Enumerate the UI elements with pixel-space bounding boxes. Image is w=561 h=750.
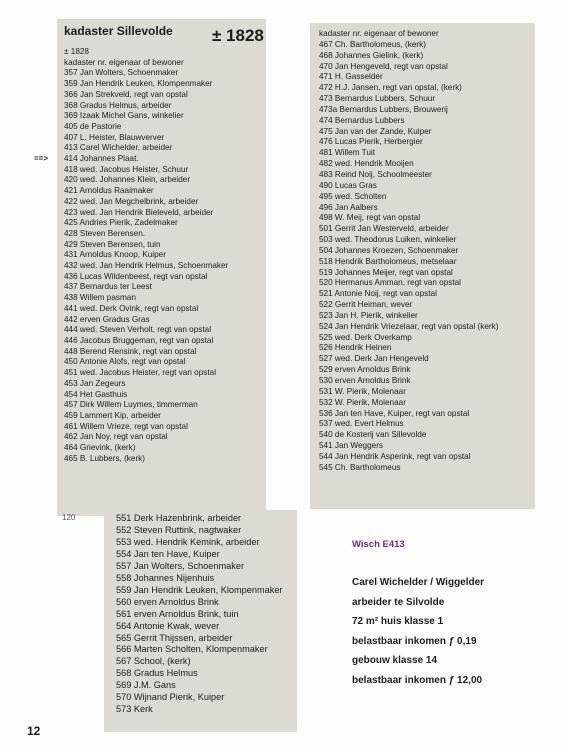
register-entry: 482 wed. Hendrik Mooijen — [319, 159, 414, 169]
register-entry: 421 Arnoldus Raaimaker — [64, 186, 154, 196]
register-entry: 565 Gerrit Thijssen, arbeider — [116, 632, 233, 643]
register-entry: 561 erven Arnoldus Brink, tuin — [116, 608, 239, 619]
register-entry: 454 Het Gasthuis — [64, 389, 128, 399]
register-entry: 545 Ch. Bartholomeus — [319, 462, 401, 472]
register-entry: 459 Lammert Kip, arbeider — [64, 410, 161, 420]
register-entry: 529 erven Arnoldus Brink — [319, 365, 411, 375]
register-entry: 553 wed. Hendrik Kemink, arbeider — [116, 536, 260, 547]
register-entry: 471 H. Gasselder — [319, 72, 383, 82]
register-entry: 461 Willem Vrieze, regt van opstal — [64, 421, 188, 431]
register-entry: 468 Johannes Gielink, (kerk) — [319, 50, 424, 60]
register-entry: 467 Ch. Bartholomeus, (kerk) — [319, 39, 426, 49]
register-entry: 432 wed. Jan Hendrik Helmus, Schoenmaker — [64, 261, 229, 271]
info-line: gebouw klasse 14 — [352, 655, 438, 666]
register-entry: 448 Berend Rensink, regt van opstal — [64, 346, 197, 356]
register-entry: 519 Johannes Meijer, regt van opstal — [319, 267, 453, 277]
register-entry: 366 Jan Strekveld, regt van opstal — [64, 89, 188, 99]
register-entry: 501 Gerrit Jan Westerveld, arbeider — [319, 224, 449, 234]
register-entry: 537 wed. Evert Helmus — [319, 419, 404, 429]
register-entry: 425 Andries Pierik, Zadelmaker — [64, 218, 178, 228]
register-entry: 473a Bernardus Lubbers, Brouwerij — [319, 104, 448, 114]
register-entry: 540 de Kosterij van Sillevolde — [319, 430, 427, 440]
register-entry: 524 Jan Hendrik Vriezelaar, regt van opstal (kerk) — [319, 321, 499, 331]
bottom-register-list — [116, 513, 283, 716]
register-entry: 567 School, (kerk) — [116, 656, 191, 667]
marker-arrow: ==> — [34, 154, 49, 163]
register-entry: 436 Lucas Wildenbeest, regt van opstal — [64, 271, 208, 281]
register-entry: 444 wed. Steven Verholt, regt van opstal — [64, 325, 212, 335]
register-entry: 490 Lucas Gras — [319, 180, 377, 190]
register-entry: 522 Gerrit Heiman, wever — [319, 300, 413, 310]
register-entry: 566 Marten Scholten, Klompenmaker — [116, 644, 268, 655]
register-entry: 431 Arnoldus Knoop, Kuiper — [64, 250, 166, 260]
info-line: belastbaar inkomen ƒ 12,00 — [352, 674, 483, 686]
register-entry: 429 Steven Berensen, tuin — [64, 239, 161, 249]
register-entry: 523 Jan H. Pierik, winkelier — [319, 310, 418, 320]
register-entry: 453 Jan Zegeurs — [64, 378, 126, 388]
register-entry: 446 Jacobus Bruggeman, regt van opstal — [64, 335, 214, 345]
right-register-list — [319, 29, 498, 474]
register-entry: 554 Jan ten Have, Kuiper — [116, 548, 220, 559]
register-entry: 462 Jan Noy, regt van opstal — [64, 432, 168, 442]
register-entry: 573 Kerk — [116, 704, 153, 715]
register-entry: 564 Antonie Kwak, wever — [116, 620, 220, 631]
register-entry: 368 Gradus Helmus, arbeider — [64, 100, 172, 110]
register-entry: 525 wed. Derk Overkamp — [319, 332, 412, 342]
register-entry: 475 Jan van der Zande, Kuiper — [319, 126, 432, 136]
register-entry: 423 wed. Jan Hendrik Bieleveld, arbeider — [64, 207, 214, 217]
register-entry: 557 Jan Wolters, Schoenmaker — [116, 560, 245, 571]
register-entry: 450 Antonie Alofs, regt van opstal — [64, 357, 186, 367]
register-entry: 552 Steven Ruttink, nagtwaker — [116, 524, 242, 535]
register-entry: 498 W. Meij, regt van opstal — [319, 213, 421, 223]
register-entry: 518 Hendrik Bartholomeus, metselaar — [319, 256, 457, 266]
register-entry: 438 Willem pasman — [64, 293, 136, 303]
register-entry: 558 Johannes Nijenhuis — [116, 572, 215, 583]
register-entry: kadaster nr. eigenaar of bewoner — [64, 57, 184, 67]
register-entry: 369 Izaak Michel Gans, winkelier — [64, 111, 184, 121]
register-entry: 422 wed. Jan Megchelbrink, arbeider — [64, 196, 199, 206]
register-entry: 570 Wijnand Pierik, Kuiper — [116, 692, 225, 703]
info-block — [352, 573, 484, 690]
info-line: Carel Wichelder / Wiggelder — [352, 577, 485, 588]
register-entry: 418 wed. Jacobus Heister, Schuur — [64, 164, 189, 174]
register-entry: 520 Hermanus Amman, regt van opstal — [319, 278, 461, 288]
register-entry: 568 Gradus Helmus — [116, 668, 198, 679]
register-entry: 476 Lucas Pierik, Herbergier — [319, 137, 423, 147]
register-entry: 473 Bernardus Lubbers, Schuur — [319, 94, 436, 104]
register-entry: 451 wed. Jacobus Heister, regt van opstal — [64, 368, 217, 378]
info-line: belastbaar inkomen ƒ 0,19 — [352, 635, 477, 647]
register-entry: 531 W. Pierik, Molenaar — [319, 386, 406, 396]
register-entry: 544 Jan Hendrik Asperink, regt van opstal — [319, 451, 471, 461]
register-entry: 405 de Pastorie — [64, 121, 122, 131]
register-entry: 560 erven Arnoldus Brink — [116, 596, 219, 607]
register-entry: 357 Jan Wolters, Schoenmaker — [64, 68, 179, 78]
register-entry: 559 Jan Hendrik Leuken, Klompenmaker — [116, 584, 283, 595]
register-entry: 541 Jan Weggers — [319, 441, 384, 451]
info-line: 72 m² huis klasse 1 — [352, 616, 444, 627]
register-entry: 504 Johannes Kroezen, Schoenmaker — [319, 245, 459, 255]
register-entry: 470 Jan Hengeveld, regt van opstal — [319, 61, 448, 71]
register-entry: 481 Willem Tuit — [319, 148, 375, 158]
register-entry: 437 Bernardus ter Leest — [64, 282, 152, 292]
register-entry: 495 wed. Scholten — [319, 191, 387, 201]
register-entry: 359 Jan Hendrik Leuken, Klompenmaker — [64, 79, 213, 89]
register-entry: 527 wed. Derk Jan Hengeveld — [319, 354, 429, 364]
register-entry: 536 Jan ten Have, Kuiper, regt van opstal — [319, 408, 470, 418]
register-entry: 441 wed. Derk Ovink, regt van opstal — [64, 303, 199, 313]
left-register-list — [64, 47, 228, 464]
register-entry: 503 wed. Theodorus Luiken, winkelier — [319, 235, 457, 245]
page-number: 12 — [27, 724, 41, 738]
register-entry: 407 L. Heister, Blauwverver — [64, 132, 165, 142]
register-entry: 530 erven Arnoldus Brink — [319, 376, 411, 385]
register-entry: 474 Bernardus Lubbers — [319, 115, 405, 125]
register-entry: 521 Antonie Noij, regt van opstal — [319, 289, 437, 299]
register-title: kadaster Sillevolde — [64, 24, 173, 38]
register-entry: 532 W. Pierik, Molenaar — [319, 397, 406, 407]
register-entry: 414 Johannes Plaat. — [64, 154, 139, 164]
wisch-heading: Wisch E413 — [352, 539, 405, 550]
register-entry: 457 Dirk Willem Luymes, timmerman — [64, 400, 198, 410]
info-line: arbeider te Silvolde — [352, 596, 445, 608]
register-entry: 420 wed. Johannes Klein, arbeider — [64, 175, 191, 185]
register-entry: 413 Carel Wichelder, arbeider — [64, 143, 173, 153]
register-entry: 472 H.J. Jansen, regt van opstal, (kerk) — [319, 83, 462, 93]
register-entry: 483 Reind Noij, Schoolmeester — [319, 169, 432, 179]
register-entry: 526 Hendrik Heinen — [319, 343, 392, 353]
register-entry: 551 Derk Hazenbrink, arbeider — [116, 513, 242, 523]
register-year: ± 1828 — [212, 26, 264, 45]
register-entry: kadaster nr. eigenaar of bewoner — [319, 29, 439, 38]
page-reference: 120 — [62, 513, 76, 522]
register-entry: 569 J.M. Gans — [116, 680, 176, 691]
register-entry: 465 B. Lubbers, (kerk) — [64, 453, 146, 463]
register-entry: 428 Steven Berensen. — [64, 228, 146, 238]
register-entry: 464 Grievink, (kerk) — [64, 443, 136, 453]
register-entry: 442 erven Gradus Gras — [64, 314, 150, 324]
register-entry: 496 Jan Aalbers — [319, 202, 378, 212]
register-entry: ± 1828 — [64, 47, 89, 56]
